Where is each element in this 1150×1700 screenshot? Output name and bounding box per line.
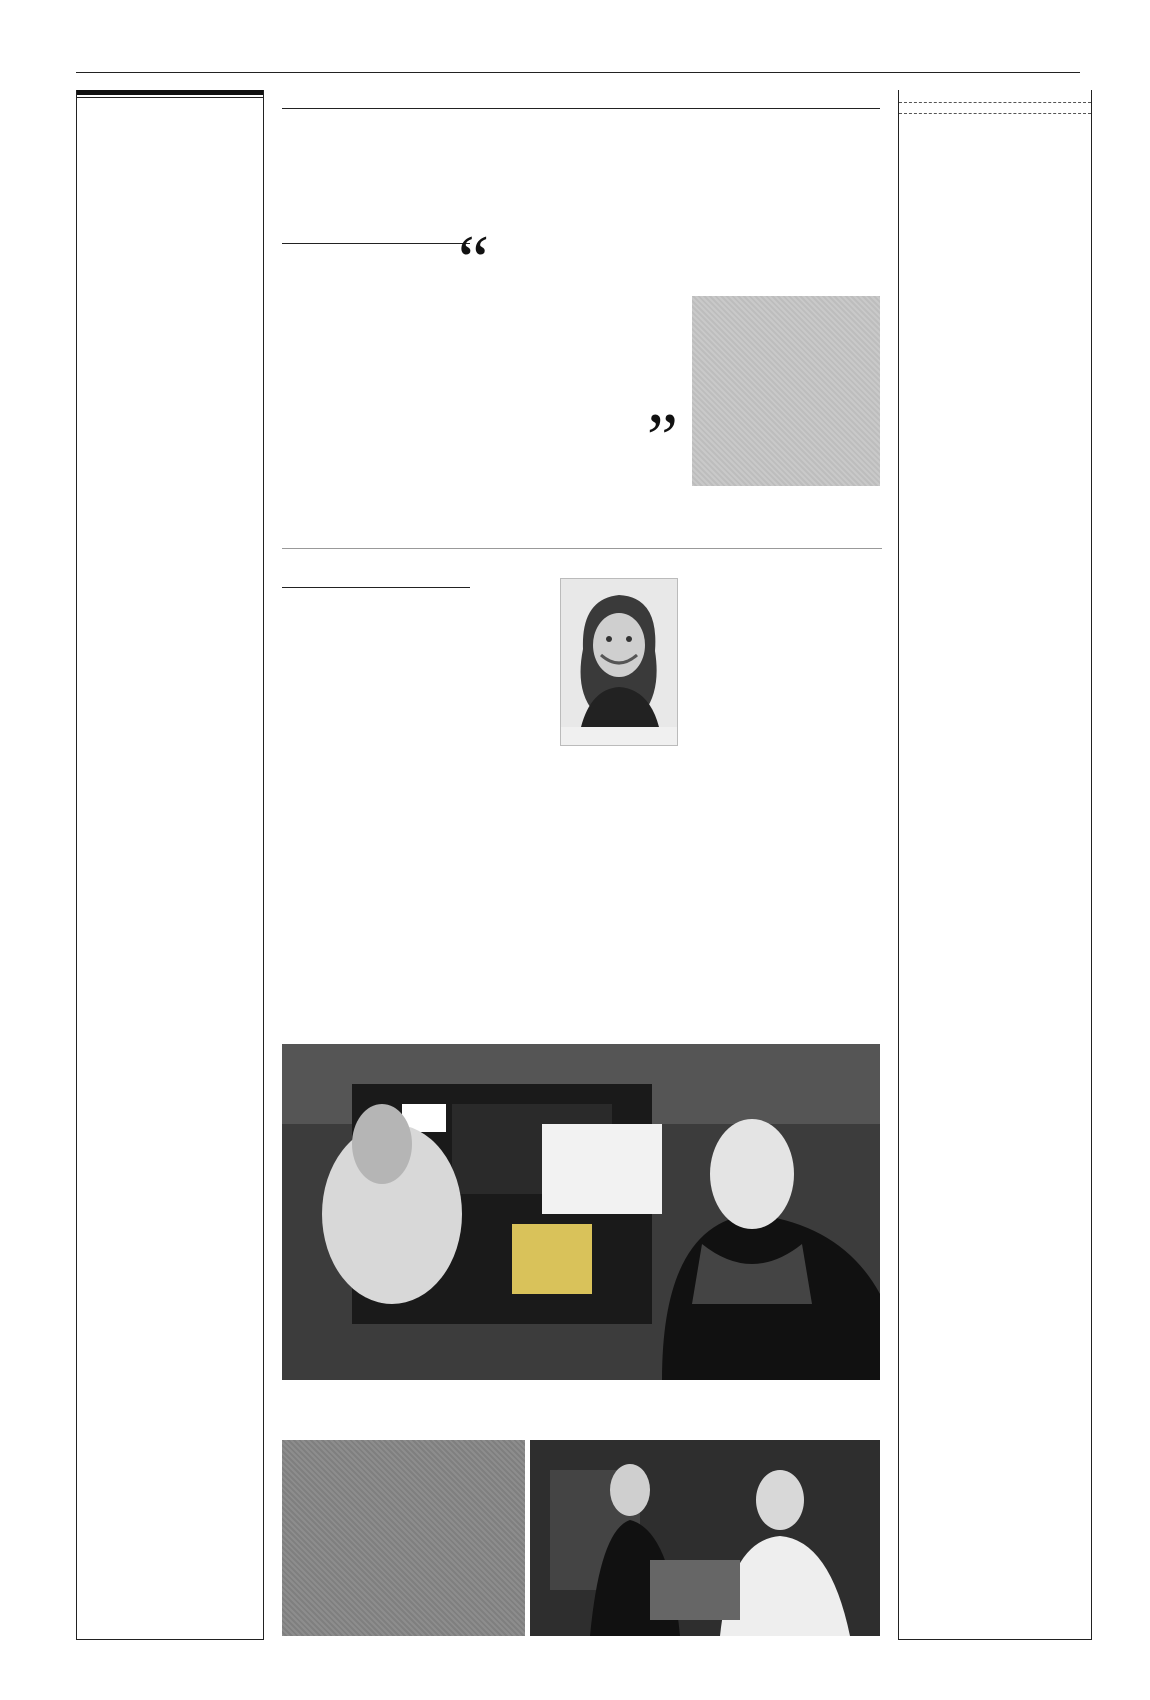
events-column bbox=[898, 90, 1092, 1640]
open-quote-mark: “ bbox=[458, 222, 490, 299]
header-rule bbox=[76, 72, 1080, 73]
masthead-fine-print bbox=[77, 100, 263, 110]
contribute-divider bbox=[899, 113, 1091, 114]
international-kicker bbox=[282, 586, 470, 588]
weather-forecast bbox=[282, 112, 882, 222]
diversity-kicker-block bbox=[282, 242, 470, 246]
weather-rule bbox=[282, 108, 880, 109]
headshot-photo bbox=[560, 578, 678, 746]
study-abroad-box bbox=[282, 1440, 525, 1636]
international-kicker-block bbox=[282, 586, 470, 590]
close-quote-mark: ” bbox=[646, 400, 678, 477]
article-divider bbox=[282, 548, 882, 549]
pull-quote bbox=[458, 222, 678, 477]
masthead-title bbox=[77, 90, 263, 98]
diversity-promo-box bbox=[692, 296, 880, 486]
events-divider bbox=[899, 102, 1091, 103]
second-photo bbox=[530, 1440, 880, 1636]
headshot-portrait bbox=[561, 579, 677, 727]
main-photo bbox=[282, 1044, 880, 1380]
main-photo-scene bbox=[282, 1044, 880, 1380]
second-photo-scene bbox=[530, 1440, 880, 1636]
diversity-kicker bbox=[282, 242, 470, 244]
masthead bbox=[76, 90, 264, 1640]
